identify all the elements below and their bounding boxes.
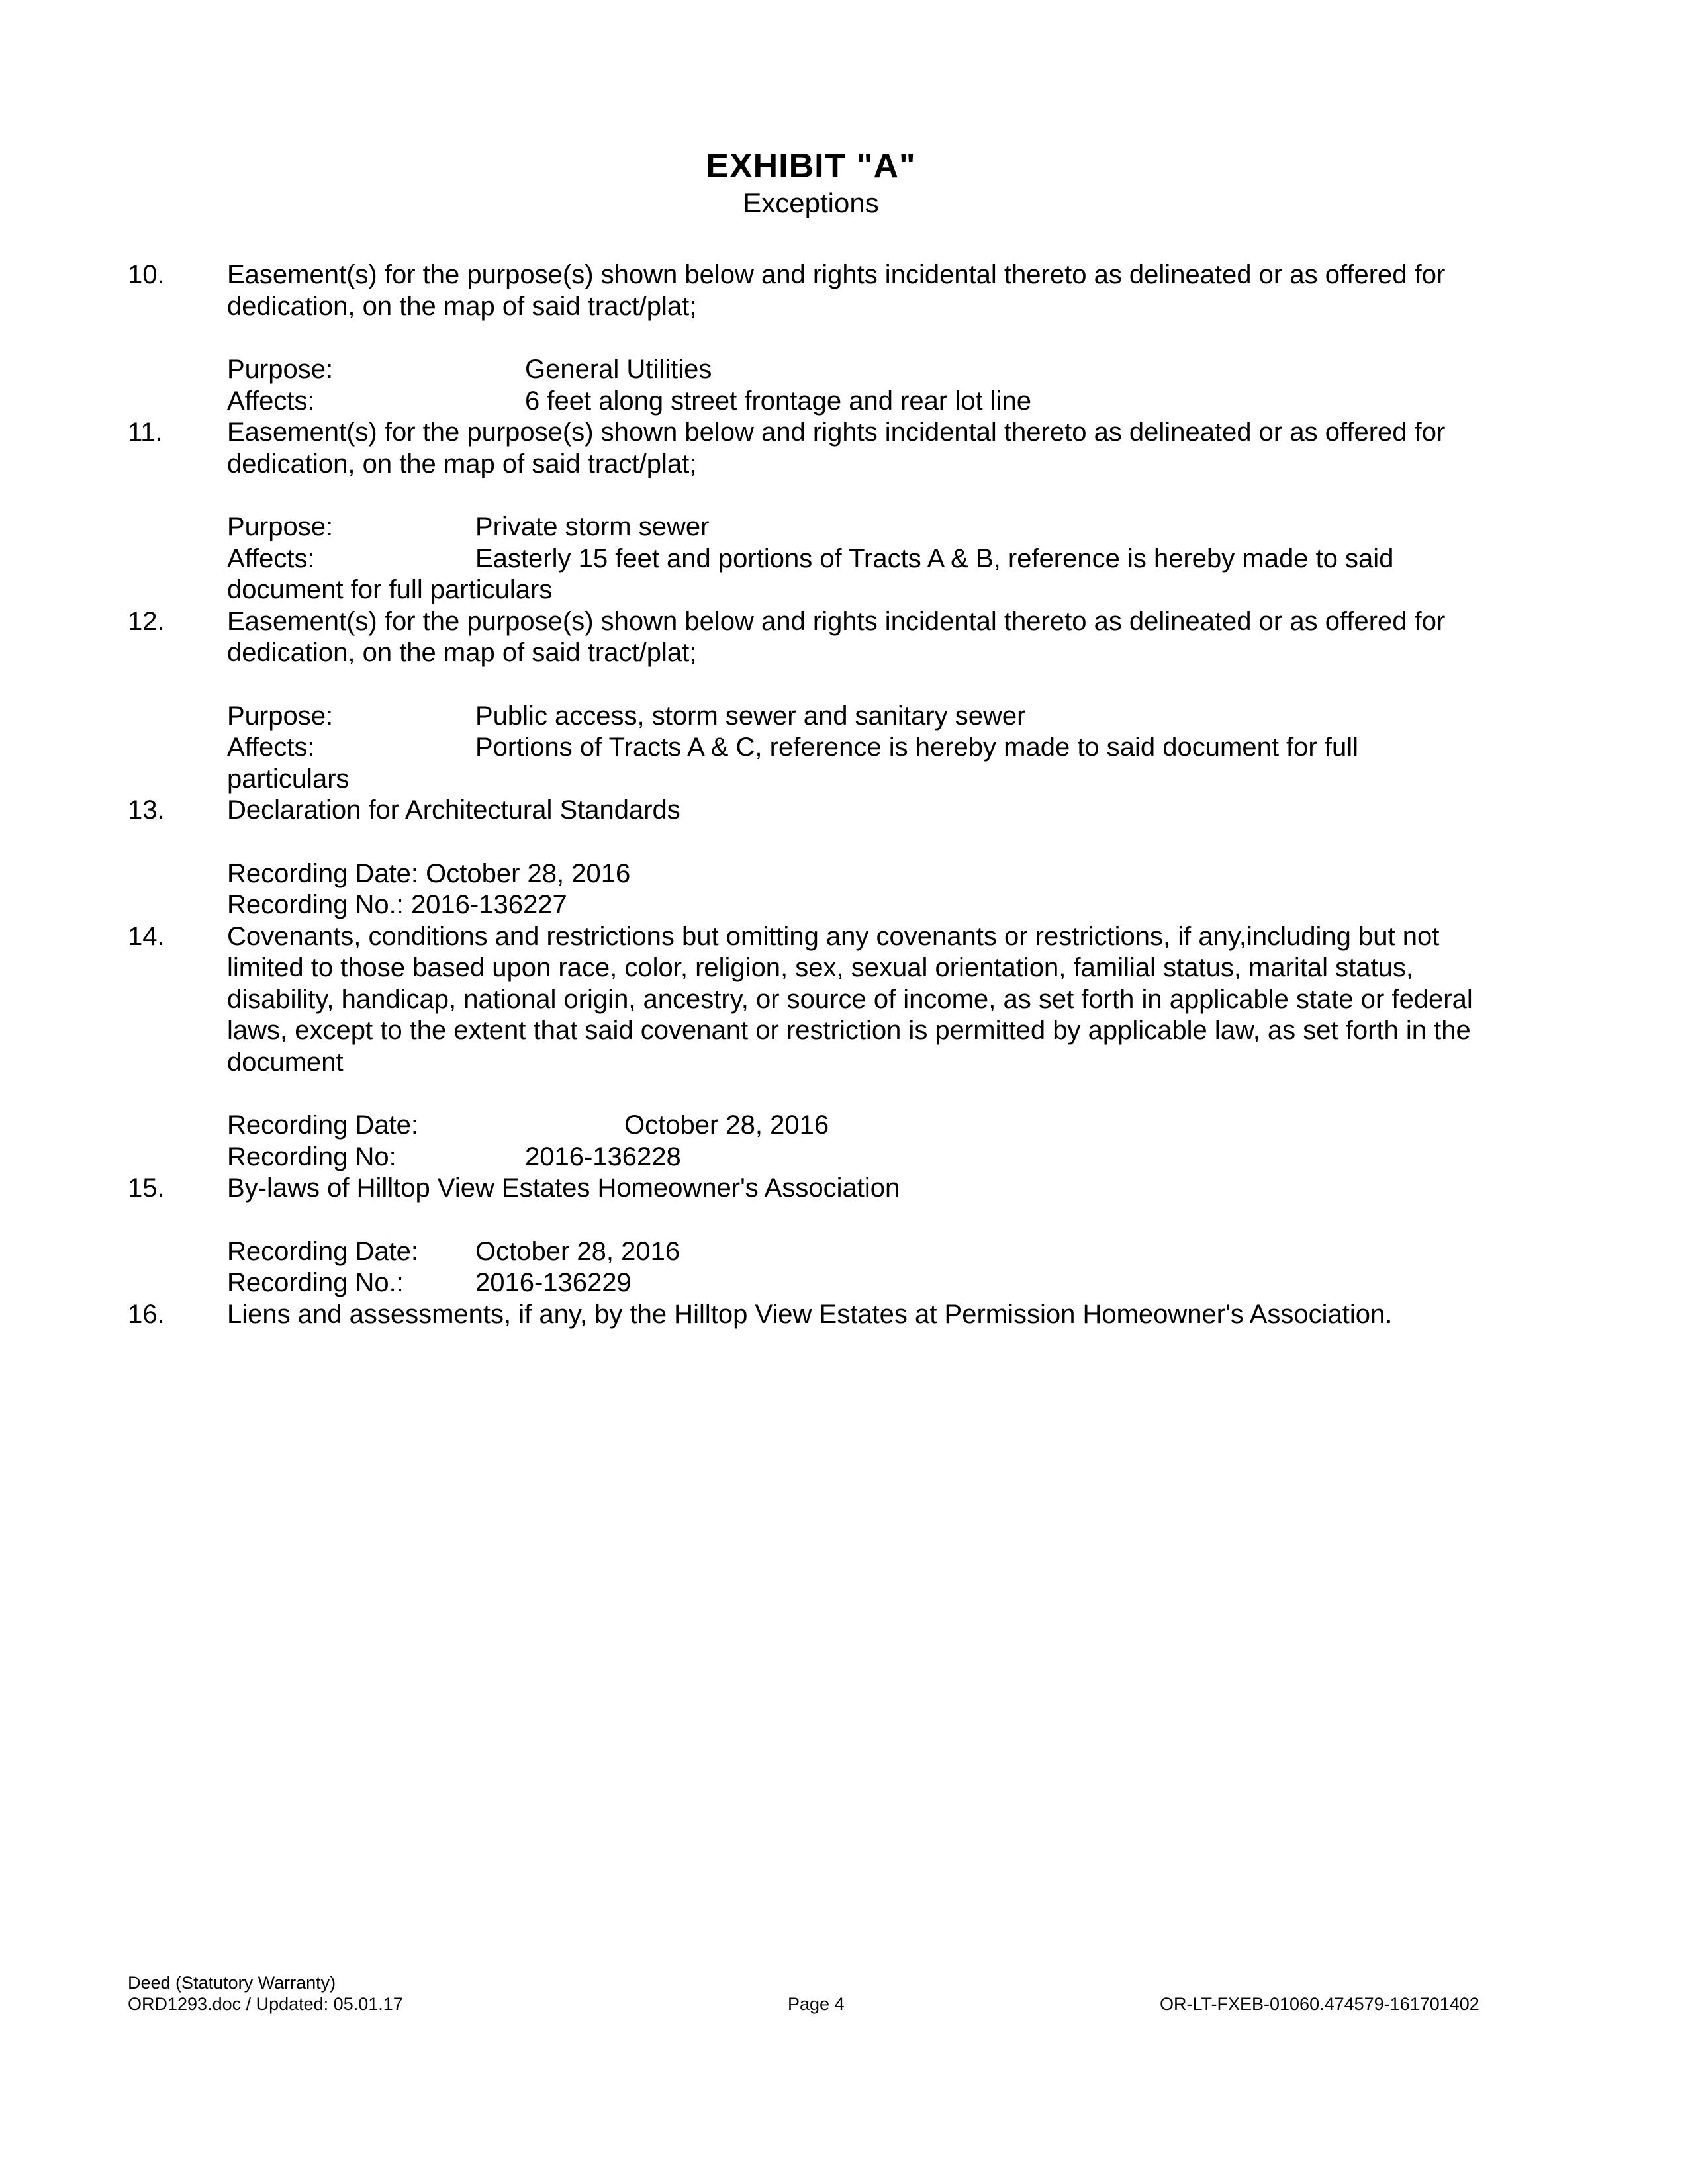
exception-item-16 [0,1299,1498,1331]
affects-value: Easterly 15 feet and portions of Tracts A & B, reference is hereby made to said [475,543,1394,573]
purpose-row [227,512,1498,543]
footer-reference: OR-LT-FXEB-01060.474579-161701402 [1160,1994,1479,2014]
recording-no-label: Recording No.: [227,1268,404,1297]
recording-date-value: October 28, 2016 [624,1111,829,1140]
affects-value: 6 feet along street frontage and rear lot line [525,386,1031,416]
recording-no-value: 2016-136228 [525,1142,681,1171]
item-text: Easement(s) for the purpose(s) shown below and rights incidental thereto as delineated or as offered for dedication, on the map of said tract/plat; [227,606,1446,667]
purpose-row [227,701,1498,733]
recording-date-label: Recording Date: [227,1111,419,1140]
item-text: By-laws of Hilltop View Estates Homeowner's Association [227,1173,900,1203]
footer-form-name: Deed (Statutory Warranty) [128,1973,336,1993]
recording-no-row [227,1142,1498,1173]
exhibit-subtitle: Exceptions [743,187,879,218]
footer-page-number: Page 4 [788,1994,845,2014]
affects-value: Portions of Tracts A & C, reference is hereby made to said document for full [475,733,1358,762]
affects-row [227,732,1498,764]
purpose-label: Purpose: [227,355,334,384]
exception-item-13 [0,795,1498,921]
affects-continued: document for full particulars [227,575,553,604]
exception-item-14 [0,921,1498,1173]
recording-no-row: Recording No.: 2016-136227 [227,890,567,919]
exception-item-10 [0,259,1498,417]
item-text: Easement(s) for the purpose(s) shown below and rights incidental thereto as delineated or as offered for dedication, on the map of said tract/plat; [227,260,1446,321]
exception-item-12 [0,606,1498,796]
affects-label: Affects: [227,733,315,762]
footer-doc-updated: ORD1293.doc / Updated: 05.01.17 [128,1994,403,2014]
item-number: 13. [128,796,165,825]
exhibit-header [0,147,1622,221]
purpose-row [227,354,1498,386]
item-number: 14. [128,921,165,951]
affects-row [227,386,1498,418]
affects-label: Affects: [227,386,315,416]
affects-row [227,543,1498,575]
recording-no-label: Recording No: [227,1142,397,1171]
recording-date-value: October 28, 2016 [475,1236,680,1266]
recording-date-row [227,1110,1498,1142]
purpose-value: General Utilities [525,355,712,384]
item-number: 11. [128,418,163,447]
exhibit-title: EXHIBIT "A" [706,147,916,185]
footer-doc-info [128,1972,403,2015]
exception-item-15 [0,1173,1498,1299]
recording-no-row [227,1267,1498,1299]
item-text: Covenants, conditions and restrictions but omitting any covenants or restrictions, if any,including but not limited to those based upon race, color, religion, sex, sexual orientation, familial status, marital status, disability, handicap, national origin, ancestry, or source of income, as set forth in applicable state or federal laws, except to the extent that said covenant or restriction is permitted by applicable law, as set forth in the document [227,921,1473,1077]
purpose-label: Purpose: [227,512,334,541]
exception-item-11 [0,417,1498,606]
recording-date-label: Recording Date: [227,1236,419,1266]
item-number: 15. [128,1173,165,1203]
item-number: 12. [128,606,165,636]
affects-continued: particulars [227,764,350,794]
purpose-value: Private storm sewer [475,512,710,541]
recording-date-row [227,1236,1498,1268]
item-number: 16. [128,1299,165,1329]
purpose-value: Public access, storm sewer and sanitary sewer [475,701,1026,731]
item-text: Declaration for Architectural Standards [227,796,680,825]
purpose-label: Purpose: [227,701,334,731]
affects-label: Affects: [227,543,315,573]
recording-date-row: Recording Date: October 28, 2016 [227,858,631,888]
item-text: Easement(s) for the purpose(s) shown below and rights incidental thereto as delineated or as offered for dedication, on the map of said tract/plat; [227,418,1446,478]
recording-no-value: 2016-136229 [475,1268,632,1297]
item-text: Liens and assessments, if any, by the Hilltop View Estates at Permission Homeowner's Association. [227,1299,1393,1329]
exceptions-list [0,259,1688,1330]
item-number: 10. [128,260,165,289]
